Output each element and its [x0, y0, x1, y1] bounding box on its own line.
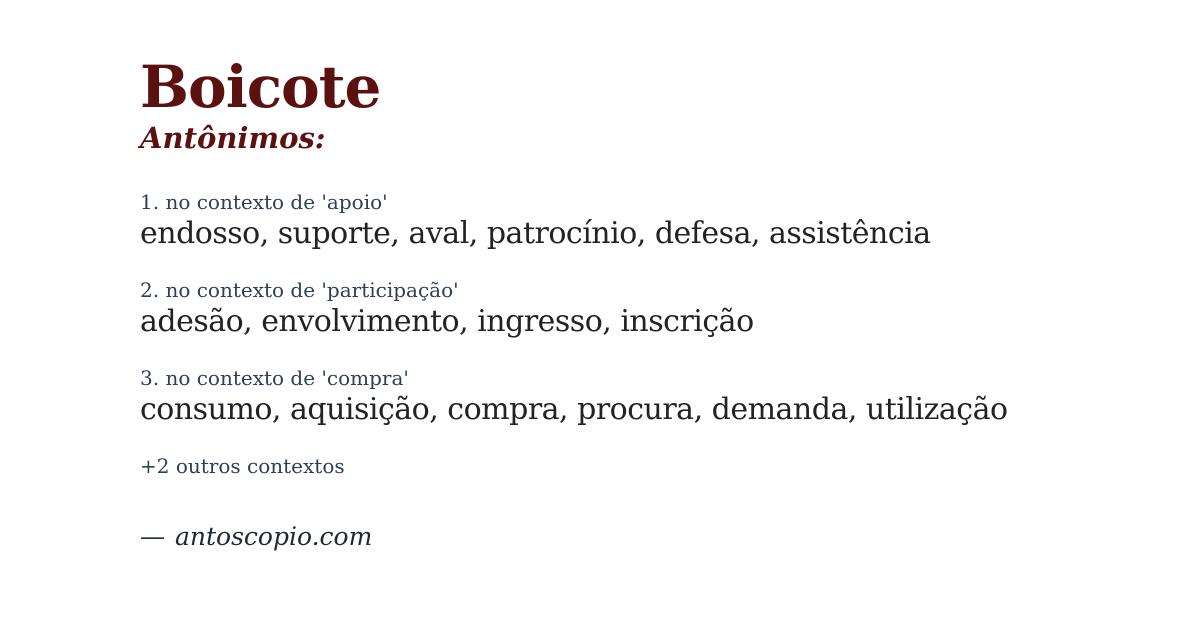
context-label: 2. no contexto de 'participação': [140, 278, 459, 303]
context-words: adesão, envolvimento, ingresso, inscrição: [140, 304, 754, 340]
context-words: endosso, suporte, aval, patrocínio, defesa, assistência: [140, 216, 931, 252]
attribution-dash: —: [140, 522, 165, 552]
context-block: [140, 365, 1120, 428]
context-words: consumo, aquisição, compra, procura, demanda, utilização: [140, 392, 1008, 428]
antonym-card: [140, 0, 1120, 552]
page-title: Boicote: [140, 53, 381, 121]
contexts-list: [140, 189, 1120, 480]
context-label: 1. no contexto de 'apoio': [140, 190, 388, 215]
subtitle-antonimos: Antônimos:: [140, 120, 326, 155]
domain-link[interactable]: antoscopio.com: [175, 522, 373, 552]
attribution: [140, 522, 1120, 552]
more-contexts-link[interactable]: +2 outros contextos: [140, 454, 345, 479]
context-label: 3. no contexto de 'compra': [140, 366, 409, 391]
context-block: [140, 189, 1120, 252]
context-block: [140, 277, 1120, 340]
